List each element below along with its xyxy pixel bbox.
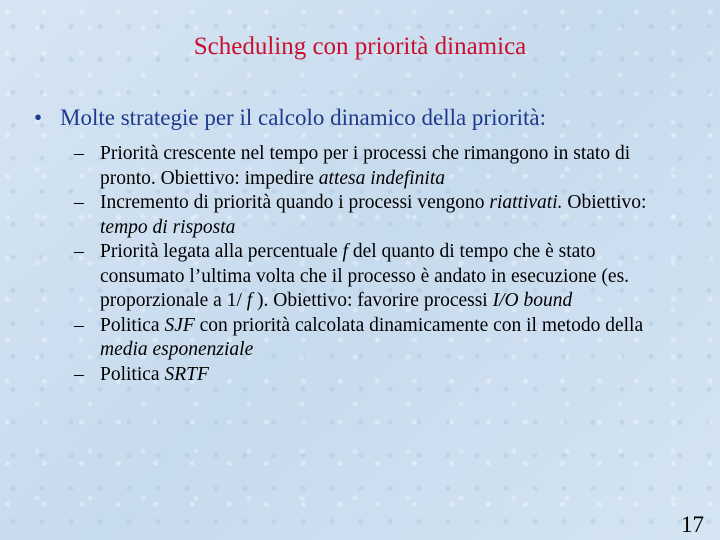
sub-bullet-3 xyxy=(74,240,684,314)
sub-bullet-1 xyxy=(74,142,684,191)
sub-bullet-emphasis: media esponenziale xyxy=(100,339,254,360)
sub-bullet-text: Incremento di priorità quando i processi vengono xyxy=(100,192,490,213)
sub-bullet-emphasis: f xyxy=(246,290,253,311)
sub-bullet-text: Politica xyxy=(100,363,165,385)
bullet-marker: • xyxy=(34,105,43,130)
sub-bullet-text: Priorità legata alla percentuale xyxy=(100,241,343,262)
sub-bullet-text: Obiettivo: xyxy=(562,192,647,213)
sub-bullet-5 xyxy=(74,363,684,388)
dash-marker: – xyxy=(74,143,84,164)
sub-bullet-emphasis: riattivati. xyxy=(489,192,563,213)
sub-bullet-text: con priorità calcolata dinamicamente con il metodo della xyxy=(194,314,644,336)
sub-bullet-4 xyxy=(74,314,684,363)
dash-marker: – xyxy=(74,192,84,213)
sub-bullet-emphasis: SJF xyxy=(164,314,195,336)
dash-marker: – xyxy=(74,314,84,336)
dash-marker: – xyxy=(74,363,84,385)
sub-bullet-text: Politica xyxy=(100,314,165,336)
sub-bullet-emphasis: attesa indefinita xyxy=(318,167,445,189)
sub-bullet-text: ). Obiettivo: favorire processi xyxy=(252,290,493,311)
sub-bullet-emphasis: f xyxy=(342,241,348,262)
dash-marker: – xyxy=(74,241,84,262)
sub-bullet-text: Priorità crescente nel tempo per i processi che rimangono in stato di pronto. Obiettivo: impedire xyxy=(100,143,631,189)
main-bullet xyxy=(34,103,684,133)
sub-bullet-2 xyxy=(74,191,684,240)
sub-bullet-emphasis: SRTF xyxy=(164,363,209,385)
sub-bullet-emphasis: tempo di risposta xyxy=(100,216,236,238)
slide-title: Scheduling con priorità dinamica xyxy=(193,33,527,60)
sub-bullet-list xyxy=(74,142,684,387)
page-number: 17 xyxy=(681,512,704,537)
sub-bullet-emphasis: I/O bound xyxy=(492,290,573,311)
sub-bullet-text: del quanto di tempo che è stato consumato l’ultima volta che il processo è andato in esecuzione (es. proporzionale a 1/ xyxy=(100,241,630,311)
bullet-text: Molte strategie per il calcolo dinamico della priorità: xyxy=(60,105,547,130)
